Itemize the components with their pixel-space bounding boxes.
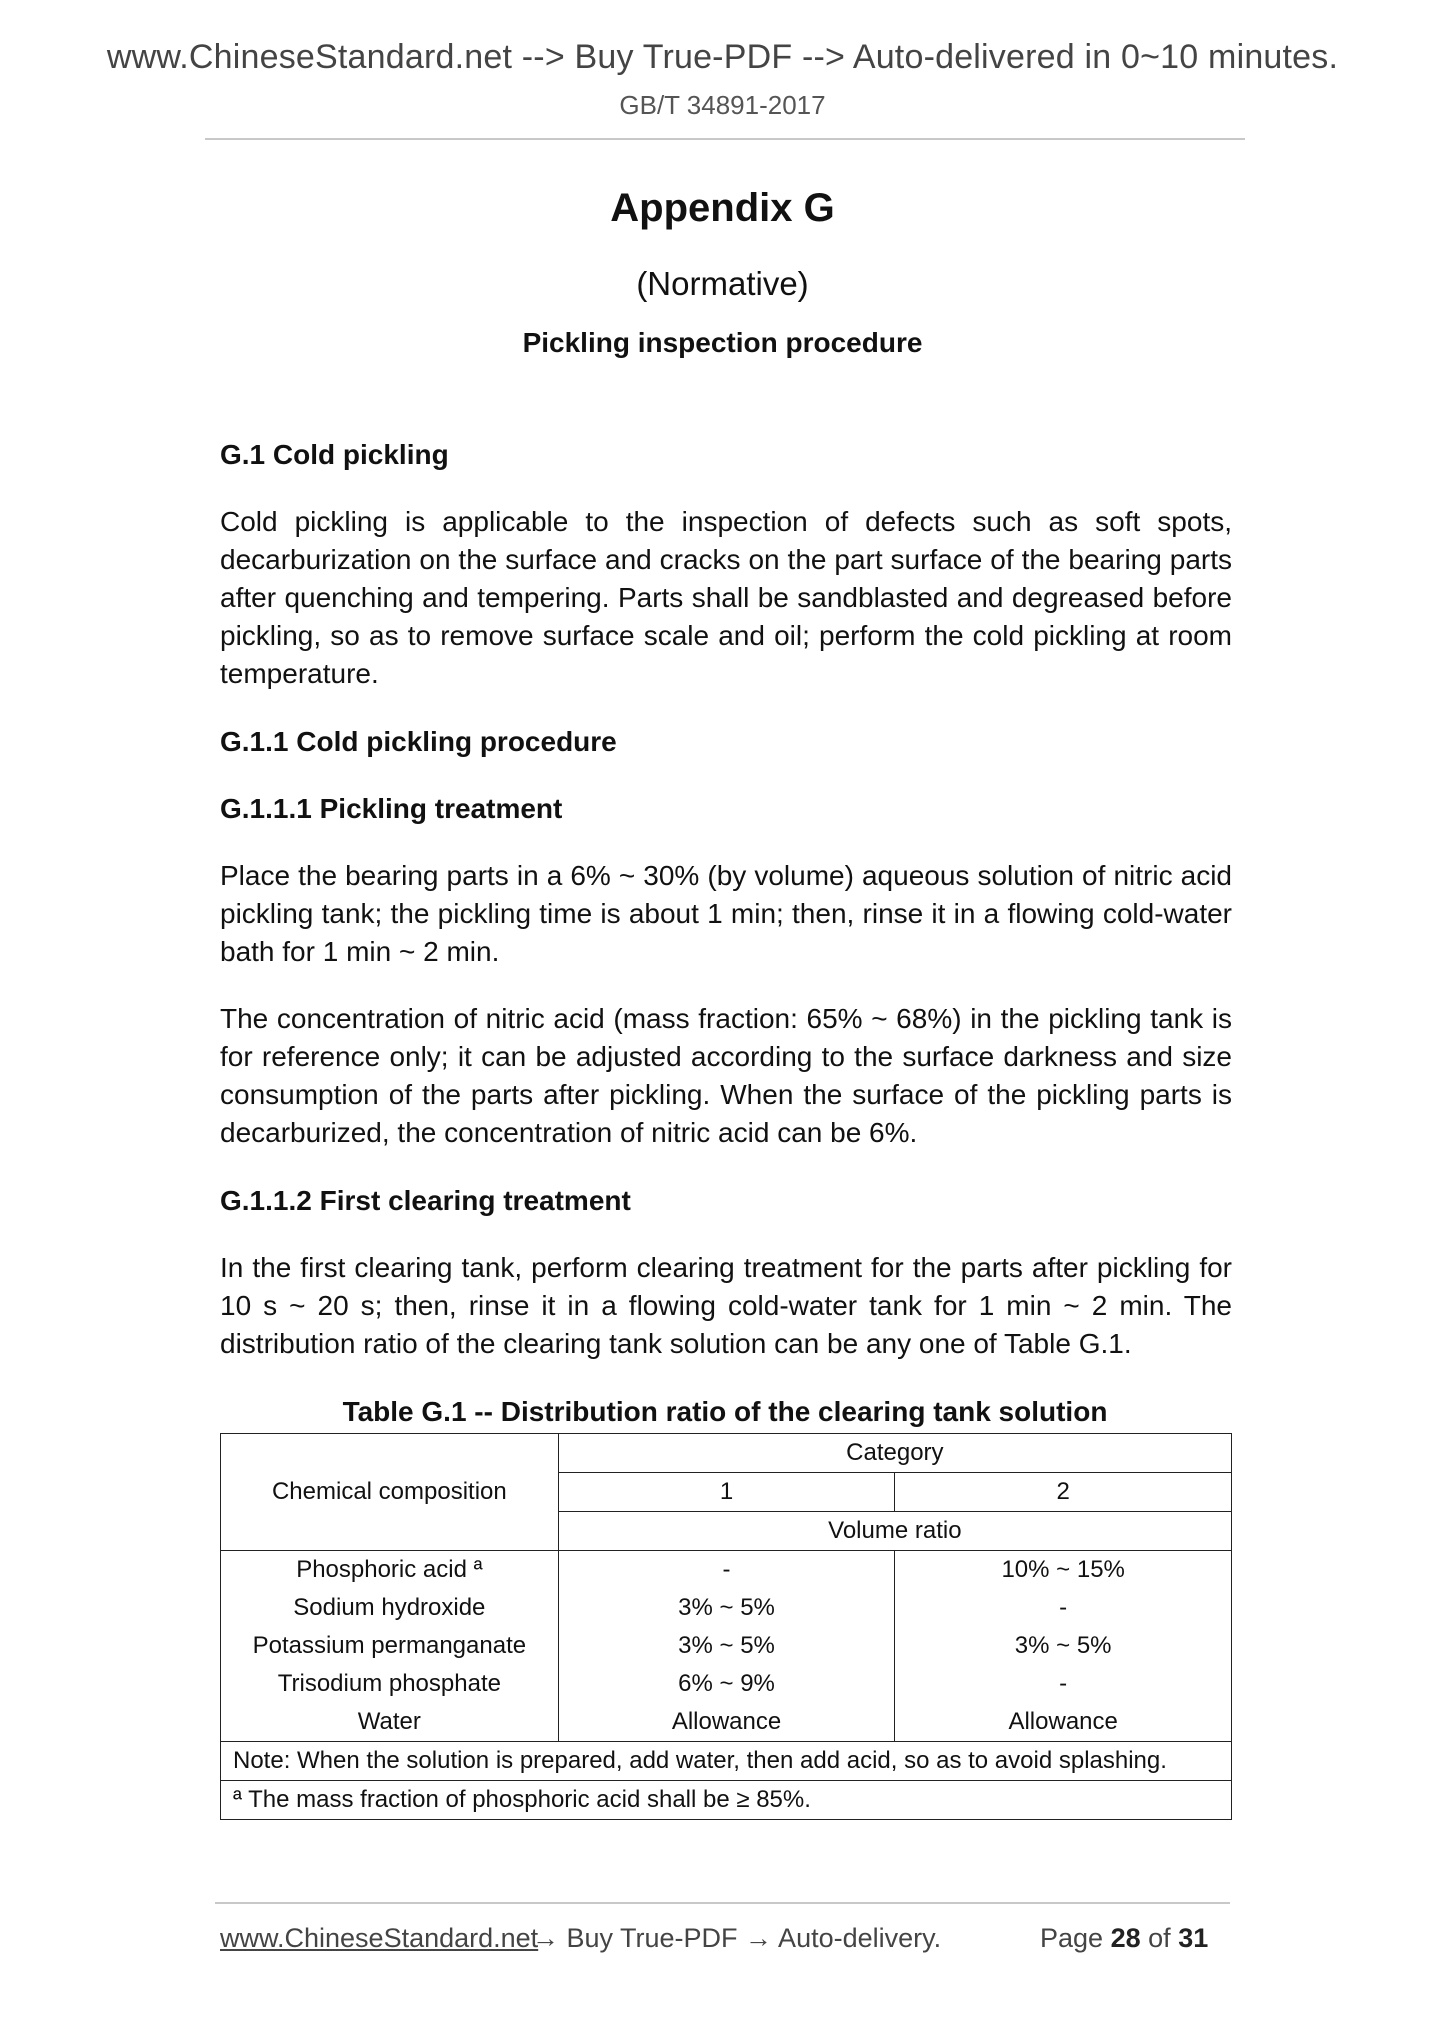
footer-divider <box>215 1902 1230 1904</box>
header-category-1: 1 <box>558 1473 895 1512</box>
footer-website-link[interactable]: www.ChineseStandard.net <box>220 1923 539 1953</box>
header-banner: www.ChineseStandard.net --> Buy True-PDF --> Auto-delivered in 0~10 minutes. <box>106 38 1339 76</box>
cell-category-1: 3% ~ 5% <box>558 1627 895 1665</box>
appendix-type: (Normative) <box>636 265 809 302</box>
header-divider <box>205 138 1245 140</box>
paragraph-g111-1 <box>220 857 1232 971</box>
cell-chemical: Trisodium phosphate <box>221 1665 559 1703</box>
table-row <box>221 1627 1232 1665</box>
page-total: 31 <box>1178 1923 1209 1953</box>
section-heading-g111 <box>220 793 1232 825</box>
paragraph-g112 <box>220 1249 1232 1363</box>
page-label: Page <box>1040 1923 1104 1953</box>
table-row <box>221 1551 1232 1590</box>
appendix-title: Appendix G <box>610 186 835 230</box>
table-header-row <box>221 1434 1232 1473</box>
appendix-name: Pickling inspection procedure <box>522 327 923 358</box>
cell-category-2: 3% ~ 5% <box>895 1627 1232 1665</box>
cell-category-1: 3% ~ 5% <box>558 1589 895 1627</box>
header-category-2: 2 <box>895 1473 1232 1512</box>
cell-chemical: Potassium permanganate <box>221 1627 559 1665</box>
page-of: of <box>1148 1923 1171 1953</box>
table-note: Note: When the solution is prepared, add water, then add acid, so as to avoid splashing. <box>221 1742 1232 1781</box>
paragraph-text: Place the bearing parts in a 6% ~ 30% (by volume) aqueous solution of nitric acid pickling tank; the pickling time is about 1 min; then, rinse it in a flowing cold-water bath for 1 min ~ 2 min. <box>220 860 1232 967</box>
page-current: 28 <box>1110 1923 1141 1953</box>
heading-text: G.1.1.1 Pickling treatment <box>220 793 563 824</box>
paragraph-g111-2 <box>220 1000 1232 1152</box>
heading-text: G.1.1.2 First clearing treatment <box>220 1185 631 1216</box>
heading-text: G.1.1 Cold pickling procedure <box>220 726 617 757</box>
table-footnote-row <box>221 1781 1232 1820</box>
cell-category-2: Allowance <box>895 1703 1232 1742</box>
distribution-table <box>220 1433 1232 1820</box>
table-row <box>221 1665 1232 1703</box>
table-row <box>221 1703 1232 1742</box>
header-volume-ratio: Volume ratio <box>558 1512 1231 1551</box>
paragraph-text: In the first clearing tank, perform clearing treatment for the parts after pickling for 10 s ~ 20 s; then, rinse it in a flowing cold-water tank for 1 min ~ 2 min. The distribution ratio of the clearing tank solution can be any one of Table G.1. <box>220 1252 1232 1359</box>
cell-category-1: 6% ~ 9% <box>558 1665 895 1703</box>
page-indicator <box>1040 1923 1208 1954</box>
cell-category-2: - <box>895 1589 1232 1627</box>
cell-chemical: Water <box>221 1703 559 1742</box>
table-title: Table G.1 -- Distribution ratio of the clearing tank solution <box>342 1396 1108 1427</box>
table-footnote: ª The mass fraction of phosphoric acid shall be ≥ 85%. <box>221 1781 1232 1820</box>
section-heading-g112 <box>220 1185 1232 1217</box>
paragraph-g1 <box>220 503 1232 693</box>
cell-category-1: - <box>558 1551 895 1590</box>
footer-tagline: → Buy True-PDF → Auto-delivery. <box>532 1923 942 1953</box>
cell-chemical: Phosphoric acid ª <box>221 1551 559 1590</box>
cell-category-2: 10% ~ 15% <box>895 1551 1232 1590</box>
paragraph-text: Cold pickling is applicable to the inspection of defects such as soft spots, decarburization on the surface and cracks on the part surface of the bearing parts after quenching and tempering. Parts shall be sandblasted and degreased before pickling, so as to remove surface scale and oil; perform the cold pickling at room temperature. <box>220 506 1232 689</box>
cell-chemical: Sodium hydroxide <box>221 1589 559 1627</box>
section-heading-g1 <box>220 439 1232 471</box>
cell-category-2: - <box>895 1665 1232 1703</box>
standard-number: GB/T 34891-2017 <box>619 90 826 120</box>
paragraph-text: The concentration of nitric acid (mass fraction: 65% ~ 68%) in the pickling tank is for reference only; it can be adjusted according to the surface darkness and size consumption of the parts after pickling. When the surface of the pickling parts is decarburized, the concentration of nitric acid can be 6%. <box>220 1003 1232 1148</box>
section-heading-g11 <box>220 726 1232 758</box>
table-row <box>221 1589 1232 1627</box>
header-category: Category <box>558 1434 1231 1473</box>
cell-category-1: Allowance <box>558 1703 895 1742</box>
heading-text: G.1 Cold pickling <box>220 439 449 470</box>
header-chemical-composition: Chemical composition <box>221 1434 559 1551</box>
table-note-row <box>221 1742 1232 1781</box>
